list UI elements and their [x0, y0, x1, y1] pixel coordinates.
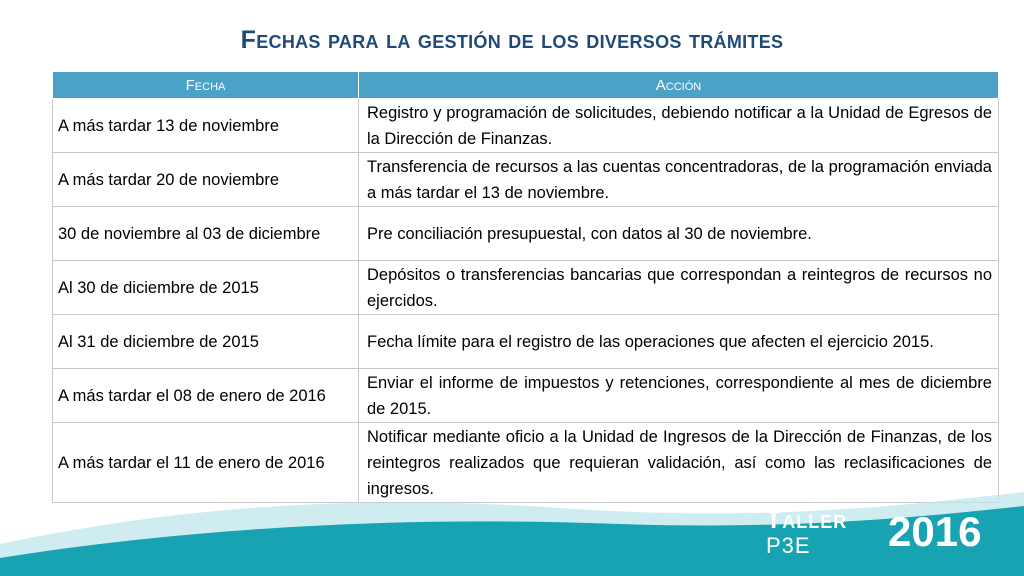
column-header-action: Acción — [359, 72, 999, 99]
taller-logo — [766, 507, 847, 559]
date-cell: A más tardar 13 de noviembre — [53, 99, 359, 153]
action-cell: Registro y programación de solicitudes, debiendo notificar a la Unidad de Egresos de la Dirección de Finanzas. — [359, 99, 999, 153]
action-cell: Pre conciliación presupuestal, con datos al 30 de noviembre. — [359, 207, 999, 261]
logo-line-p3e: P3E — [766, 533, 811, 558]
action-cell: Fecha límite para el registro de las operaciones que afecten el ejercicio 2015. — [359, 315, 999, 369]
table-header-row — [53, 72, 999, 99]
date-cell: A más tardar el 11 de enero de 2016 — [53, 423, 359, 503]
action-cell: Transferencia de recursos a las cuentas concentradoras, de la programación enviada a más tardar el 13 de noviembre. — [359, 153, 999, 207]
action-cell: Depósitos o transferencias bancarias que correspondan a reintegros de recursos no ejercidos. — [359, 261, 999, 315]
table-row — [53, 315, 999, 369]
table-row — [53, 369, 999, 423]
slide-title: Fechas para la gestión de los diversos trámites — [240, 26, 784, 54]
action-cell: Notificar mediante oficio a la Unidad de Ingresos de la Dirección de Finanzas, de los reintegros realizados que requieran validación, así como las reclasificaciones de ingresos. — [359, 423, 999, 503]
table-row — [53, 261, 999, 315]
column-header-date: Fecha — [53, 72, 359, 99]
table-row — [53, 207, 999, 261]
date-cell: A más tardar el 08 de enero de 2016 — [53, 369, 359, 423]
date-cell: Al 31 de diciembre de 2015 — [53, 315, 359, 369]
date-cell: 30 de noviembre al 03 de diciembre — [53, 207, 359, 261]
footer-wave-decoration — [0, 486, 1024, 576]
dates-table — [52, 71, 999, 503]
footer-year: 2016 — [888, 508, 982, 555]
date-cell: Al 30 de diciembre de 2015 — [53, 261, 359, 315]
logo-line-taller: Taller — [766, 506, 848, 534]
date-cell: A más tardar 20 de noviembre — [53, 153, 359, 207]
action-cell: Enviar el informe de impuestos y retenciones, correspondiente al mes de diciembre de 2015. — [359, 369, 999, 423]
table-row — [53, 99, 999, 153]
table-row — [53, 153, 999, 207]
